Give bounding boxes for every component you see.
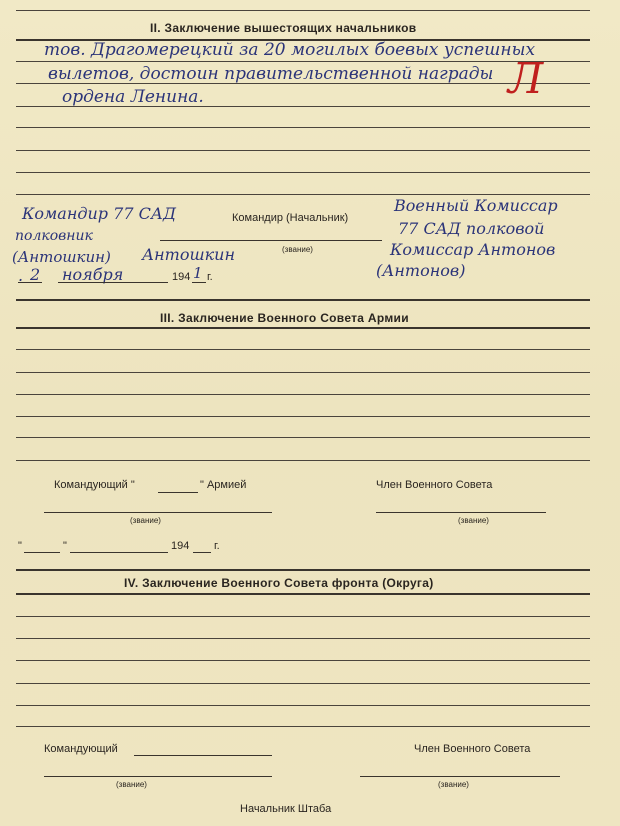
- ruled-line: [16, 460, 590, 461]
- front-member-rank-blank: [360, 776, 560, 777]
- red-approval-mark: Л: [508, 54, 544, 103]
- front-commander-rank-caption: (звание): [116, 780, 147, 789]
- army-date-close-quote: ": [63, 540, 67, 552]
- date-month-blank: [58, 282, 168, 283]
- army-commander-rank-caption: (звание): [130, 516, 161, 525]
- ruled-line: [16, 616, 590, 617]
- ruled-line: [16, 660, 590, 661]
- ruled-line: [16, 194, 590, 195]
- date-open-quote: .: [18, 266, 24, 285]
- ruled-line: [16, 61, 590, 62]
- section-4-heading: IV. Заключение Военного Совета фронта (Округа): [124, 576, 434, 590]
- commander-signature: Антошкин: [142, 245, 236, 264]
- handwritten-recommendation-line-1: тов. Драгомерецкий за 20 могилых боевых успешных: [44, 40, 536, 60]
- handwritten-recommendation-line-2: вылетов, достоин правительственной награды: [48, 64, 494, 84]
- ruled-line: [16, 705, 590, 706]
- ruled-line: [16, 416, 590, 417]
- commander-rank-blank: [160, 240, 382, 241]
- front-commander-blank: [134, 755, 272, 756]
- chief-of-staff-label: Начальник Штаба: [240, 803, 332, 815]
- top-rule: [16, 10, 590, 11]
- ruled-line: [16, 726, 590, 727]
- army-commander-label: Командующий ": [54, 479, 135, 491]
- army-date-month-blank: [70, 552, 168, 553]
- section-4-heading-rule: [16, 593, 590, 595]
- ruled-line: [16, 683, 590, 684]
- ruled-line: [16, 394, 590, 395]
- ruled-line: [16, 349, 590, 350]
- front-council-member-label: Член Военного Совета: [414, 743, 531, 755]
- commander-rank-caption: (звание): [282, 245, 313, 254]
- ruled-line: [16, 150, 590, 151]
- date-day: 2: [30, 265, 41, 284]
- handwritten-commander-name: (Антошкин): [12, 248, 111, 266]
- date-year-suffix: г.: [207, 271, 213, 283]
- section-3-heading: III. Заключение Военного Совета Армии: [160, 311, 409, 325]
- ruled-line: [16, 372, 590, 373]
- front-commander-rank-blank: [44, 776, 272, 777]
- date-day-blank: [18, 282, 42, 283]
- front-commander-label: Командующий: [44, 743, 118, 755]
- handwritten-recommendation-line-3: ордена Ленина.: [62, 87, 204, 107]
- handwritten-commander-unit: Командир 77 САД: [22, 204, 176, 223]
- army-member-rank-caption: (звание): [458, 516, 489, 525]
- ruled-line: [16, 127, 590, 128]
- army-date-open-quote: ": [18, 540, 22, 552]
- date-year-prefix: 194: [172, 271, 191, 283]
- army-member-rank-blank: [376, 512, 546, 513]
- army-council-member-label: Член Военного Совета: [376, 479, 493, 491]
- army-date-year-blank: [193, 552, 211, 553]
- section-3-top-rule: [16, 299, 590, 301]
- section-4-top-rule: [16, 569, 590, 571]
- handwritten-commissar-unit: 77 САД полковой: [398, 219, 545, 238]
- commander-label: Командир (Начальник): [232, 212, 349, 224]
- handwritten-commissar-rank-name: Комиссар Антонов: [390, 240, 556, 259]
- army-date-day-blank: [24, 552, 60, 553]
- front-member-rank-caption: (звание): [438, 780, 469, 789]
- section-3-heading-rule: [16, 327, 590, 329]
- date-year-digit: 1: [193, 264, 203, 282]
- handwritten-commissar-title: Военный Комиссар: [394, 196, 558, 215]
- ruled-line: [16, 638, 590, 639]
- date-year-blank: [192, 282, 206, 283]
- ruled-line: [16, 172, 590, 173]
- ruled-line: [16, 437, 590, 438]
- army-commander-rank-blank: [44, 512, 272, 513]
- section-2-heading: II. Заключение вышестоящих начальников: [150, 21, 417, 35]
- army-date-year-suffix: г.: [214, 540, 220, 552]
- army-number-blank: [158, 492, 198, 493]
- date-month: ноября: [62, 265, 124, 284]
- handwritten-commander-rank: полковник: [15, 228, 93, 244]
- army-date-year-prefix: 194: [171, 540, 190, 552]
- handwritten-commissar-name: (Антонов): [376, 261, 466, 280]
- army-label: " Армией: [200, 479, 247, 491]
